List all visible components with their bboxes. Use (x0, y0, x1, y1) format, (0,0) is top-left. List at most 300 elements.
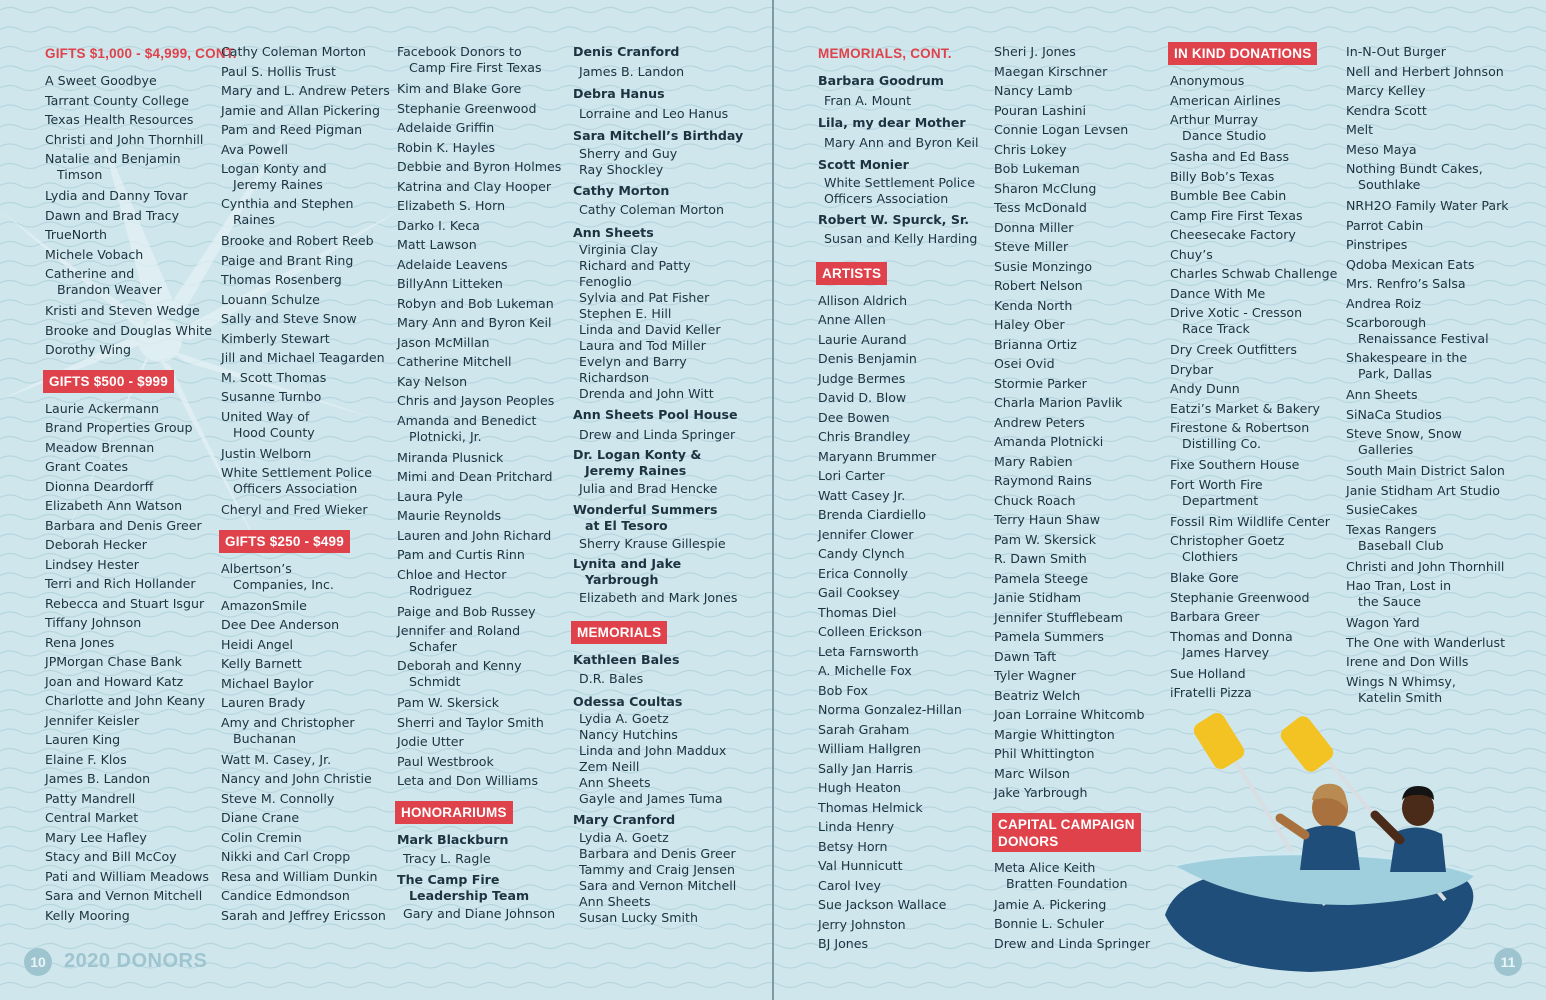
donor-name: Julia and Brad Hencke (579, 481, 718, 496)
column-1 (45, 42, 243, 925)
tribute-donors (573, 669, 743, 689)
donor-name: Gary and Diane Johnson (403, 905, 556, 921)
section-heading-capital-campaign (992, 813, 1141, 852)
donor-name: In-N-Out Burger (1346, 44, 1446, 59)
donor-name (1170, 112, 1337, 144)
donor-name: James B. Landon (579, 63, 685, 79)
donor-name: Sally Jan Harris (818, 760, 913, 776)
page-number-right: 11 (1494, 948, 1522, 976)
donor-name-line: Christopher Goetz (1170, 533, 1285, 548)
tribute-donors (397, 904, 561, 924)
donor-name: White Settlement Police (824, 174, 975, 190)
donor-name: Chris Lokey (994, 141, 1067, 157)
donor-name: Miranda Plusnick (397, 449, 504, 465)
donor-name: Evelyn and Barry (579, 354, 687, 369)
donor-name: Paul Westbrook (397, 753, 494, 769)
donor-name: Hugh Heaton (818, 780, 901, 795)
donor-name: Judge Bermes (818, 370, 906, 386)
donor-name: Osei Ovid (994, 356, 1055, 371)
donor-name (45, 151, 243, 183)
donor-name: Jennifer Stufflebeam (994, 609, 1123, 625)
donor-name: Susan Lucky Smith (579, 909, 698, 925)
donor-name (221, 161, 390, 193)
donor-name: Chuck Roach (994, 492, 1076, 508)
donor-name-line: Drive Xotic - Cresson (1170, 305, 1303, 320)
donor-name: Michael Baylor (221, 675, 314, 691)
donor-name: Watt Casey Jr. (818, 487, 906, 503)
tribute-title (397, 872, 561, 904)
donor-name: Dance With Me (1170, 285, 1266, 301)
donor-name-line: Meta Alice Keith (994, 859, 1096, 875)
donor-name-line: Jennifer and Roland (397, 623, 521, 638)
column-7 (1170, 42, 1337, 703)
donor-name: Cathy Coleman Morton (579, 202, 724, 217)
tribute-title-line: Dr. Logan Konty & (573, 447, 702, 462)
donor-name-continuation: Galleries (1358, 442, 1414, 457)
donor-name (397, 623, 561, 655)
tribute-title (573, 447, 743, 479)
donor-name: Terry Haun Shaw (994, 512, 1101, 527)
tribute-title: Scott Monier (818, 157, 909, 172)
donor-name: Stormie Parker (994, 375, 1087, 391)
donor-name: Camp Fire First Texas (1170, 207, 1303, 223)
donor-name: Margie Whittington (994, 726, 1115, 742)
donor-name: Wagon Yard (1346, 615, 1420, 630)
donor-name: A. Michelle Fox (818, 663, 912, 678)
donor-name-continuation: Bratten Foundation (1006, 875, 1128, 891)
donor-name: Gayle and James Tuma (579, 791, 723, 806)
donor-name: D.R. Bales (579, 671, 644, 686)
tribute-title: Kathleen Bales (573, 651, 680, 667)
donor-name: Andy Dunn (1170, 381, 1240, 396)
donor-name-line: United Way of (221, 408, 310, 424)
donor-name-line: Facebook Donors to (397, 44, 522, 59)
tribute-title-line: Lynita and Jake (573, 556, 682, 571)
donor-name: Dionna Deardorff (45, 478, 154, 494)
tribute-title-line: Wonderful Summers (573, 501, 718, 517)
donor-name-continuation: Hood County (233, 424, 315, 440)
tribute-title-line: Yarbrough (585, 572, 659, 587)
footer-title: 2020 DONORS (64, 950, 208, 972)
donor-name: Sheri J. Jones (994, 44, 1076, 59)
donor-name: Elaine F. Klos (45, 751, 127, 767)
donor-name: Jill and Michael Teagarden (221, 350, 385, 365)
donor-name: Colleen Erickson (818, 624, 923, 639)
donor-name: Sherri and Taylor Smith (397, 714, 544, 730)
donor-name: Maryann Brummer (818, 448, 937, 464)
donor-name: Susanne Turnbo (221, 389, 322, 404)
donor-name: Susie Monzingo (994, 258, 1093, 274)
donor-name: Heidi Angel (221, 636, 294, 652)
tribute-title: Mark Blackburn (397, 831, 509, 847)
tribute-title-line: at El Tesoro (585, 517, 668, 533)
donor-name: Pinstripes (1346, 237, 1408, 252)
donor-name: Amanda Plotnicki (994, 434, 1104, 449)
donor-name-continuation: Distilling Co. (1182, 436, 1261, 451)
donor-name: Anonymous (1170, 73, 1245, 88)
donor-name: Lorraine and Leo Hanus (579, 105, 729, 121)
donor-name: Chuy’s (1170, 246, 1213, 262)
donor-name: Sara and Vernon Mitchell (579, 877, 737, 893)
donor-name: Sylvia and Pat Fisher (579, 290, 710, 305)
donor-name: Diane Crane (221, 810, 300, 825)
tribute-donors (573, 200, 743, 220)
donor-name: Bonnie L. Schuler (994, 916, 1104, 931)
donor-name: Dawn Taft (994, 648, 1057, 664)
donor-name-continuation: Baseball Club (1358, 537, 1444, 553)
donor-name: Haley Ober (994, 317, 1065, 332)
donor-name-continuation: Plotnicki, Jr. (409, 428, 482, 444)
donor-name: Billy Bob’s Texas (1170, 168, 1275, 184)
donor-name-line: Natalie and Benjamin (45, 151, 181, 166)
donor-name: Kelly Mooring (45, 907, 130, 923)
donor-name-continuation: Jeremy Raines (233, 177, 323, 192)
donor-name-continuation: Raines (233, 212, 275, 227)
donor-name-line: Cynthia and Stephen (221, 196, 354, 211)
donor-name: Brenda Ciardiello (818, 507, 926, 522)
page-spine-divider (772, 0, 774, 1000)
section-heading-artists: ARTISTS (816, 262, 887, 285)
donor-name-line: Fort Worth Fire (1170, 476, 1263, 492)
donor-name: Lori Carter (818, 468, 885, 483)
donor-name: Anne Allen (818, 312, 886, 327)
donor-name: Lydia and Danny Tovar (45, 188, 188, 203)
donor-name: James B. Landon (45, 771, 151, 786)
tribute-title: Ann Sheets (573, 224, 654, 240)
donor-name-continuation: Dance Studio (1182, 128, 1267, 143)
donor-name: Brooke and Douglas White (45, 322, 213, 338)
donor-name: Terri and Rich Hollander (45, 576, 196, 591)
donor-name: Blake Gore (1170, 570, 1239, 585)
donor-name: Paul S. Hollis Trust (221, 63, 336, 79)
donor-name (1346, 578, 1509, 610)
donor-name: Fenoglio (579, 274, 632, 289)
donor-name: Drenda and John Witt (579, 386, 714, 401)
donor-name: Donna Miller (994, 219, 1074, 235)
donor-name: American Airlines (1170, 92, 1281, 108)
donor-name: Ann Sheets (579, 893, 651, 909)
donor-name: Betsy Horn (818, 838, 888, 854)
donor-name (1346, 315, 1509, 347)
donor-name: Nikki and Carl Cropp (221, 849, 351, 864)
donor-name: Susan and Kelly Harding (824, 231, 978, 246)
donor-name: Jennifer Clower (818, 526, 914, 542)
donor-name: Tammy and Craig Jensen (579, 861, 735, 877)
donor-name: Brooke and Robert Reeb (221, 233, 374, 248)
donor-name: BJ Jones (818, 936, 869, 951)
donor-name: Barbara and Denis Greer (579, 845, 736, 861)
donor-name: Gail Cooksey (818, 585, 900, 600)
section-heading-in-kind: IN KIND DONATIONS (1168, 42, 1317, 65)
donor-name-line: Albertson’s (221, 560, 292, 576)
donor-name: Linda and David Keller (579, 322, 721, 337)
donor-name (1346, 522, 1509, 554)
section-heading-memorials-cont: MEMORIALS, CONT. (818, 46, 952, 61)
donor-name (45, 266, 243, 298)
donor-name: Patty Mandrell (45, 790, 136, 806)
tribute-title: Mary Cranford (573, 812, 676, 827)
donor-name-continuation: the Sauce (1358, 594, 1422, 609)
donor-name (221, 715, 390, 747)
donor-name: Pamela Summers (994, 629, 1104, 644)
donor-name: Ann Sheets (579, 775, 651, 790)
donor-name: Rebecca and Stuart Isgur (45, 595, 205, 611)
donor-name: Richard and Patty (579, 258, 691, 273)
donor-name-continuation: Camp Fire First Texas (409, 60, 542, 75)
donor-name-continuation: Katelin Smith (1358, 689, 1443, 705)
tribute-title: Ann Sheets Pool House (573, 407, 738, 422)
donor-name: Linda Henry (818, 819, 895, 834)
donor-name: Elizabeth Ann Watson (45, 498, 183, 513)
donor-name: Michele Vobach (45, 246, 144, 262)
donor-name: Jamie and Allan Pickering (221, 102, 380, 118)
donor-name: A Sweet Goodbye (45, 73, 157, 88)
donor-name: Sasha and Ed Bass (1170, 149, 1290, 164)
tribute-title: Barbara Goodrum (818, 73, 944, 88)
donor-name: Stacy and Bill McCoy (45, 849, 177, 864)
donor-name: Leta Farnsworth (818, 643, 919, 659)
donor-name: Elizabeth S. Horn (397, 198, 506, 213)
donor-name: Chris and Jayson Peoples (397, 393, 555, 408)
donor-name: Brand Properties Group (45, 420, 193, 435)
donor-name: Nell and Herbert Johnson (1346, 63, 1504, 79)
donor-name (1170, 629, 1337, 661)
tribute-donors (818, 229, 979, 249)
donor-name: Mimi and Dean Pritchard (397, 469, 553, 484)
donor-name: Qdoba Mexican Eats (1346, 256, 1475, 272)
tribute-donors (573, 242, 743, 402)
donor-name: Leta and Don Williams (397, 773, 539, 788)
donor-name: Kenda North (994, 297, 1073, 313)
donor-name: M. Scott Thomas (221, 369, 327, 385)
donor-name: Kim and Blake Gore (397, 81, 522, 96)
donor-name: Meadow Brennan (45, 439, 155, 455)
donor-name: Sue Jackson Wallace (818, 897, 947, 912)
donor-name: Tess McDonald (994, 200, 1087, 215)
donor-name: Kimberly Stewart (221, 330, 330, 346)
donor-name: Ava Powell (221, 141, 288, 157)
donor-name: Dorothy Wing (45, 342, 132, 357)
donor-name-continuation: James Harvey (1182, 644, 1270, 660)
donor-name-continuation: Officers Association (233, 481, 358, 496)
donor-name: Nancy Hutchins (579, 727, 678, 742)
page-number-left: 10 (24, 948, 52, 976)
donor-name-line: Scarborough (1346, 315, 1427, 330)
donor-name: Joan and Howard Katz (45, 673, 184, 689)
donor-name: Dry Creek Outfitters (1170, 342, 1297, 357)
donor-name: Sharon McClung (994, 180, 1097, 196)
tribute-title: Cathy Morton (573, 182, 670, 198)
donor-name: Dee Bowen (818, 409, 890, 425)
kayak-illustration (1150, 700, 1480, 980)
donor-name: Candy Clynch (818, 546, 905, 561)
donor-name: Sara and Vernon Mitchell (45, 888, 203, 903)
donor-name: Laura and Tod Miller (579, 338, 706, 353)
donor-name: Mrs. Renfro’s Salsa (1346, 276, 1466, 291)
tribute-donors (818, 133, 979, 153)
donor-name-continuation: Buchanan (233, 730, 296, 746)
donor-name: Lydia A. Goetz (579, 711, 669, 726)
heading-line-2: DONORS (998, 833, 1059, 849)
tribute-donors (573, 830, 743, 926)
donor-name: Stephanie Greenwood (397, 100, 537, 116)
donor-name-continuation: Schmidt (409, 674, 461, 689)
donor-name: David D. Blow (818, 390, 907, 405)
donor-name: Thomas Diel (818, 604, 897, 620)
donor-name-line: Shakespeare in the (1346, 350, 1468, 365)
donor-name: Kay Nelson (397, 373, 468, 389)
donor-name: Raymond Rains (994, 473, 1092, 488)
donor-name-continuation: Brandon Weaver (57, 282, 162, 297)
tribute-donors (573, 588, 743, 608)
donor-name: Phil Whittington (994, 746, 1095, 761)
donor-name-line: Hao Tran, Lost in (1346, 578, 1452, 593)
donor-name: Mary Ann and Byron Keil (824, 134, 979, 150)
donor-name: Thomas Rosenberg (221, 272, 342, 287)
donor-name: Cheesecake Factory (1170, 227, 1296, 242)
donor-name: Jamie A. Pickering (994, 896, 1107, 912)
donor-name-line: Arthur Murray (1170, 112, 1259, 127)
donor-name: Sarah Graham (818, 721, 910, 737)
tribute-title-line: The Camp Fire (397, 871, 500, 887)
donor-name: Carol Ivey (818, 877, 881, 893)
donor-name: Marc Wilson (994, 765, 1070, 781)
donor-name: Louann Schulze (221, 291, 320, 307)
donor-name: Dee Dee Anderson (221, 617, 340, 632)
donor-name: Meso Maya (1346, 141, 1417, 157)
donor-name: Melt (1346, 122, 1374, 137)
donor-name-line: Firestone & Robertson (1170, 420, 1310, 435)
column-4 (573, 42, 743, 929)
donor-name: Drew and Linda Springer (994, 935, 1151, 951)
donor-name: Grant Coates (45, 459, 129, 474)
tribute-donors (573, 534, 743, 554)
donor-name: Marcy Kelley (1346, 83, 1426, 98)
donor-name: Catherine Mitchell (397, 354, 512, 369)
donor-name: Thomas Helmick (818, 799, 923, 815)
donor-name: Nancy Lamb (994, 83, 1073, 98)
donor-name: Stephanie Greenwood (1170, 589, 1310, 605)
donor-name: Jennifer Keisler (45, 712, 140, 728)
donor-name: Mary Lee Hafley (45, 829, 147, 845)
donor-name: Dawn and Brad Tracy (45, 207, 180, 223)
donor-name: Fixe Southern House (1170, 457, 1300, 472)
donor-name-line: Wings N Whimsy, (1346, 673, 1456, 689)
donor-name: TrueNorth (45, 227, 107, 242)
donor-name: Charles Schwab Challenge (1170, 266, 1338, 281)
donor-name-continuation: Timson (57, 167, 103, 182)
donor-name: Laura Pyle (397, 488, 463, 504)
donor-name: Ray Shockley (579, 161, 664, 177)
donor-name: Katrina and Clay Hooper (397, 178, 552, 194)
donor-name: NRH2O Family Water Park (1346, 198, 1509, 213)
donor-name: Irene and Don Wills (1346, 654, 1469, 669)
donor-name-continuation: Department (1182, 492, 1259, 508)
donor-name: Lauren and John Richard (397, 527, 552, 543)
donor-name-line: Thomas and Donna (1170, 628, 1293, 644)
donor-name: Cheryl and Fred Wieker (221, 502, 368, 517)
donor-name (1170, 533, 1337, 565)
donor-name: Robert Nelson (994, 278, 1083, 293)
donor-name: Eatzi’s Market & Bakery (1170, 400, 1320, 416)
donor-name: Colin Cremin (221, 829, 302, 845)
section-heading-honorariums: HONORARIUMS (395, 801, 513, 824)
donor-name: Sherry Krause Gillespie (579, 535, 726, 551)
donor-name-continuation: Park, Dallas (1358, 366, 1432, 381)
donor-name: Kristi and Steven Wedge (45, 303, 200, 318)
donor-name: Tyler Wagner (994, 668, 1076, 683)
donor-name (1170, 477, 1337, 509)
donor-name: Mary Rabien (994, 453, 1073, 469)
donor-name-line: Catherine and (45, 266, 135, 281)
donor-name: Sherry and Guy (579, 145, 678, 161)
donor-name (994, 860, 1150, 892)
donor-name: Kendra Scott (1346, 102, 1427, 118)
donor-name: Richardson (579, 370, 650, 385)
donor-name: JPMorgan Chase Bank (45, 654, 182, 669)
donor-name: Stephen E. Hill (579, 306, 672, 321)
donor-name: Drybar (1170, 361, 1214, 377)
donor-name (1346, 350, 1509, 382)
donor-name-continuation: Race Track (1182, 321, 1250, 336)
donor-name: Matt Lawson (397, 237, 477, 252)
tribute-title (573, 502, 743, 534)
donor-name: BillyAnn Litteken (397, 276, 503, 291)
donor-name: Andrea Roiz (1346, 295, 1421, 311)
donor-name-line: Nothing Bundt Cakes, (1346, 161, 1483, 176)
donor-name (221, 561, 390, 593)
donor-name: Connie Logan Levsen (994, 122, 1129, 137)
donor-name: Jodie Utter (397, 734, 464, 749)
donor-name: The One with Wanderlust (1346, 634, 1506, 650)
donor-name-line: Steve Snow, Snow (1346, 426, 1462, 441)
donor-name: South Main District Salon (1346, 463, 1505, 478)
donor-name (397, 658, 561, 690)
donor-name: Lindsey Hester (45, 556, 139, 572)
donor-name: Brianna Ortiz (994, 336, 1077, 352)
donor-name: Deborah Hecker (45, 537, 147, 552)
donor-name: Pamela Steege (994, 570, 1089, 586)
donor-name (1170, 420, 1337, 452)
donor-name: Debbie and Byron Holmes (397, 159, 562, 174)
donor-name: Sally and Steve Snow (221, 311, 357, 326)
tribute-title (573, 556, 743, 588)
tribute-title: Sara Mitchell’s Birthday (573, 128, 744, 143)
tribute-donors (818, 91, 979, 111)
column-3 (397, 42, 561, 926)
donor-name (1346, 161, 1509, 193)
donor-name: Drew and Linda Springer (579, 426, 736, 442)
donor-name (221, 196, 390, 228)
donor-name: Texas Health Resources (45, 112, 194, 127)
donor-name-continuation: Schafer (409, 639, 457, 654)
donor-name (397, 567, 561, 599)
tribute-donors (573, 146, 743, 178)
column-2 (221, 42, 390, 925)
donor-name-line: Deborah and Kenny (397, 658, 522, 673)
donor-name: Jerry Johnston (818, 916, 906, 932)
donor-name-line: Amy and Christopher (221, 714, 355, 730)
donor-name: Tracy L. Ragle (403, 851, 491, 866)
donor-name-line: Amanda and Benedict (397, 412, 537, 428)
donor-name (397, 413, 561, 445)
donor-name: Janie Stidham Art Studio (1346, 482, 1500, 498)
donor-name: Justin Welborn (221, 445, 312, 461)
donor-name: Lauren King (45, 732, 121, 747)
donor-name (397, 44, 561, 76)
section-heading-memorials: MEMORIALS (571, 621, 667, 644)
donor-name: Janie Stidham (994, 590, 1082, 605)
